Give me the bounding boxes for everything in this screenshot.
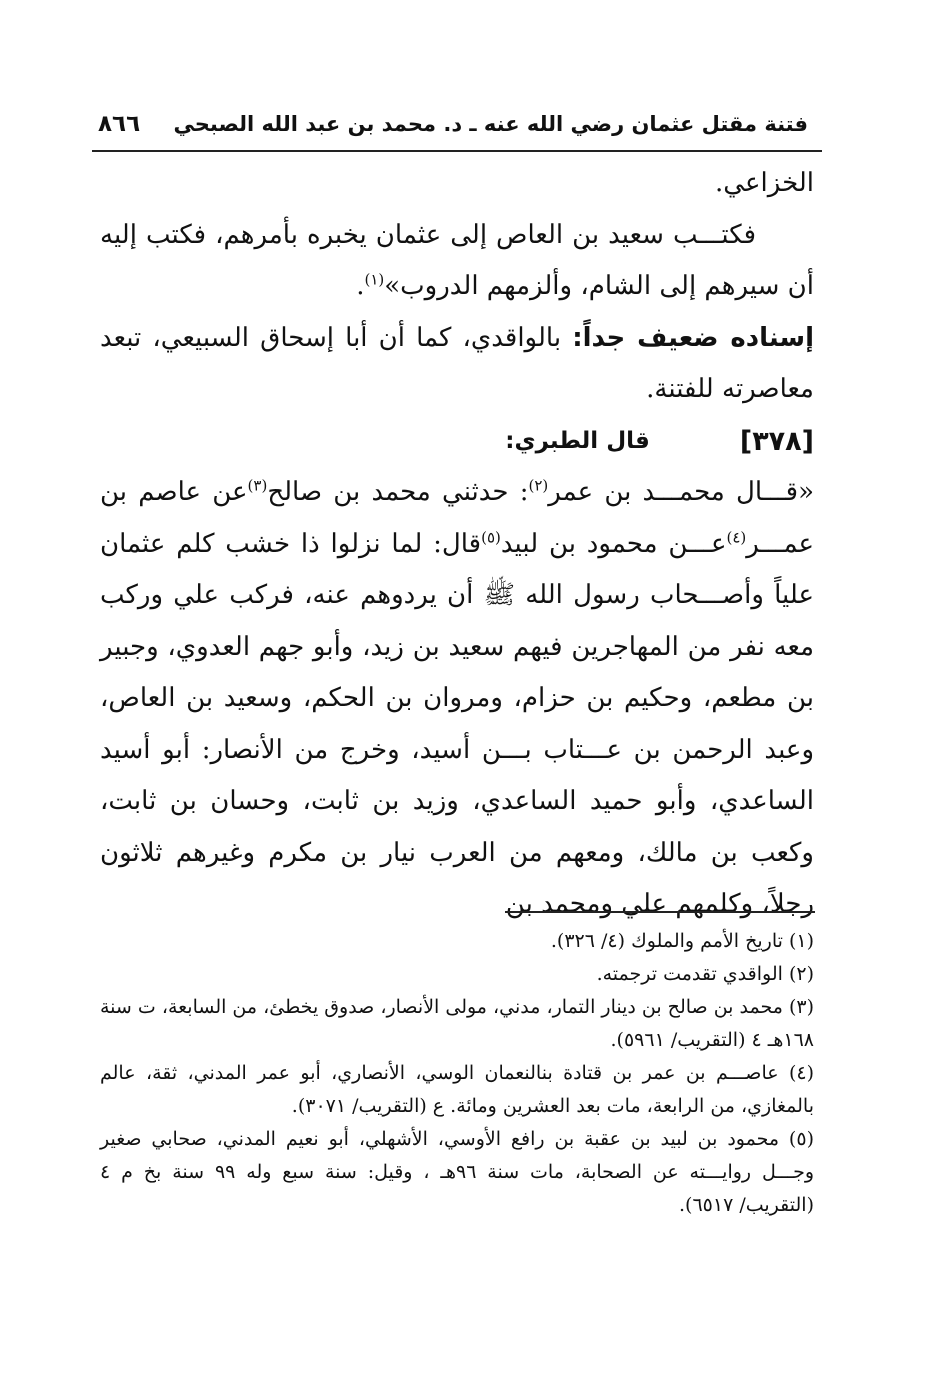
main-text: [100, 158, 814, 931]
paragraph-report: [100, 467, 814, 931]
page-number: ٨٦٦: [98, 111, 141, 137]
running-title: فتنة مقتل عثمان رضي الله عنه ـ د. محمد بن عبد الله الصبحي: [173, 112, 808, 136]
report-text-c: عن عاصم بن عمـــر: [100, 477, 815, 559]
footnote-1: (١) تاريخ الأمم والملوك (٤/ ٣٢٦).: [550, 930, 814, 952]
paragraph-continuation: الخزاعي.: [715, 168, 814, 198]
footnote-ref: (٢): [528, 476, 549, 495]
report-text-e: قال: لما نزلوا ذا خشب كلم عثمان علياً وأصـــحاب رسول الله ﷺ أن يردوهم عنه، فركب علي وركب معه نفر من المهاجرين فيهم سعيد بن زيد، وأبو جهم العدوي، وجبير بن مطعم، وحكيم بن حزام، ومروان بن الحكم، وسعيد بن العاص، وعبد الرحمن بن عـــتاب بـــن أسيد، وخرج من الأنصار: أبو أسيد الساعدي، وأبو حميد الساعدي، وزيد بن ثابت، وحسان بن ثابت، وكعب بن مالك، ومعهم من العرب نيار بن مكرم وغيرهم ثلاثون رجلاً، وكلمهم علي ومحمد بن: [100, 528, 814, 919]
footnote-ref: (٣): [247, 476, 268, 495]
header-divider: [92, 150, 822, 152]
paragraph-narration: [100, 210, 814, 313]
footnotes: [100, 925, 814, 1222]
footnote-divider: [505, 911, 815, 913]
report-label: قال الطبري:: [505, 427, 650, 454]
report-text-a: «قـــال محمـــد بن عمر: [548, 477, 814, 507]
narration-text: فكتـــب سعيد بن العاص إلى عثمان يخبره بأمرهم، فكتب إليه أن سيرهم إلى الشام، وألزمهم الدروب»: [100, 219, 814, 301]
footnote-2: (٢) الواقدي تقدمت ترجمته.: [596, 963, 814, 985]
report-heading: [100, 416, 814, 468]
footnote-4: (٤) عاصـــم بن عمر بن قتادة بنالنعمان الوسي، الأنصاري، أبو عمر المدني، ثقة، عالم بالمغازي، من الرابعة، مات بعد العشرين ومائة. ع (التقريب/ ٣٠٧١).: [100, 1062, 814, 1117]
report-text-d: عـــن محمود بن لبيد: [500, 528, 727, 559]
footnote-3: (٣) محمد بن صالح بن دينار التمار، مدني، مولى الأنصار، صدوق يخطئ، من السابعة، ت سنة ١٦٨هـ ٤ (التقريب/ ٥٩٦١).: [100, 996, 814, 1051]
report-number: [٣٧٨]: [739, 425, 814, 457]
report-text-b: : حدثني محمد بن صالح: [267, 477, 529, 507]
grading-label: إسناده ضعيف جداً:: [572, 322, 814, 353]
page-header: [92, 104, 822, 144]
paragraph-grading: [100, 313, 814, 416]
footnote-ref: (٤): [726, 527, 747, 546]
footnote-ref: (١): [364, 270, 385, 289]
grading-text: بالواقدي، كما أن أبا إسحاق السبيعي، تبعد معاصرته للفتنة.: [100, 322, 814, 404]
footnote-ref: (٥): [481, 527, 501, 546]
narration-end: .: [356, 271, 365, 301]
footnote-5: (٥) محمود بن لبيد بن عقبة بن رافع الأوسي، الأشهلي، أبو نعيم المدني، صحابي صغير وجـــل روايـــته عن الصحابة، مات سنة ٩٦هـ ، وقيل: سنة سبع وله ٩٩ سنة بخ م ٤ (التقريب/ ٦٥١٧).: [100, 1128, 814, 1216]
